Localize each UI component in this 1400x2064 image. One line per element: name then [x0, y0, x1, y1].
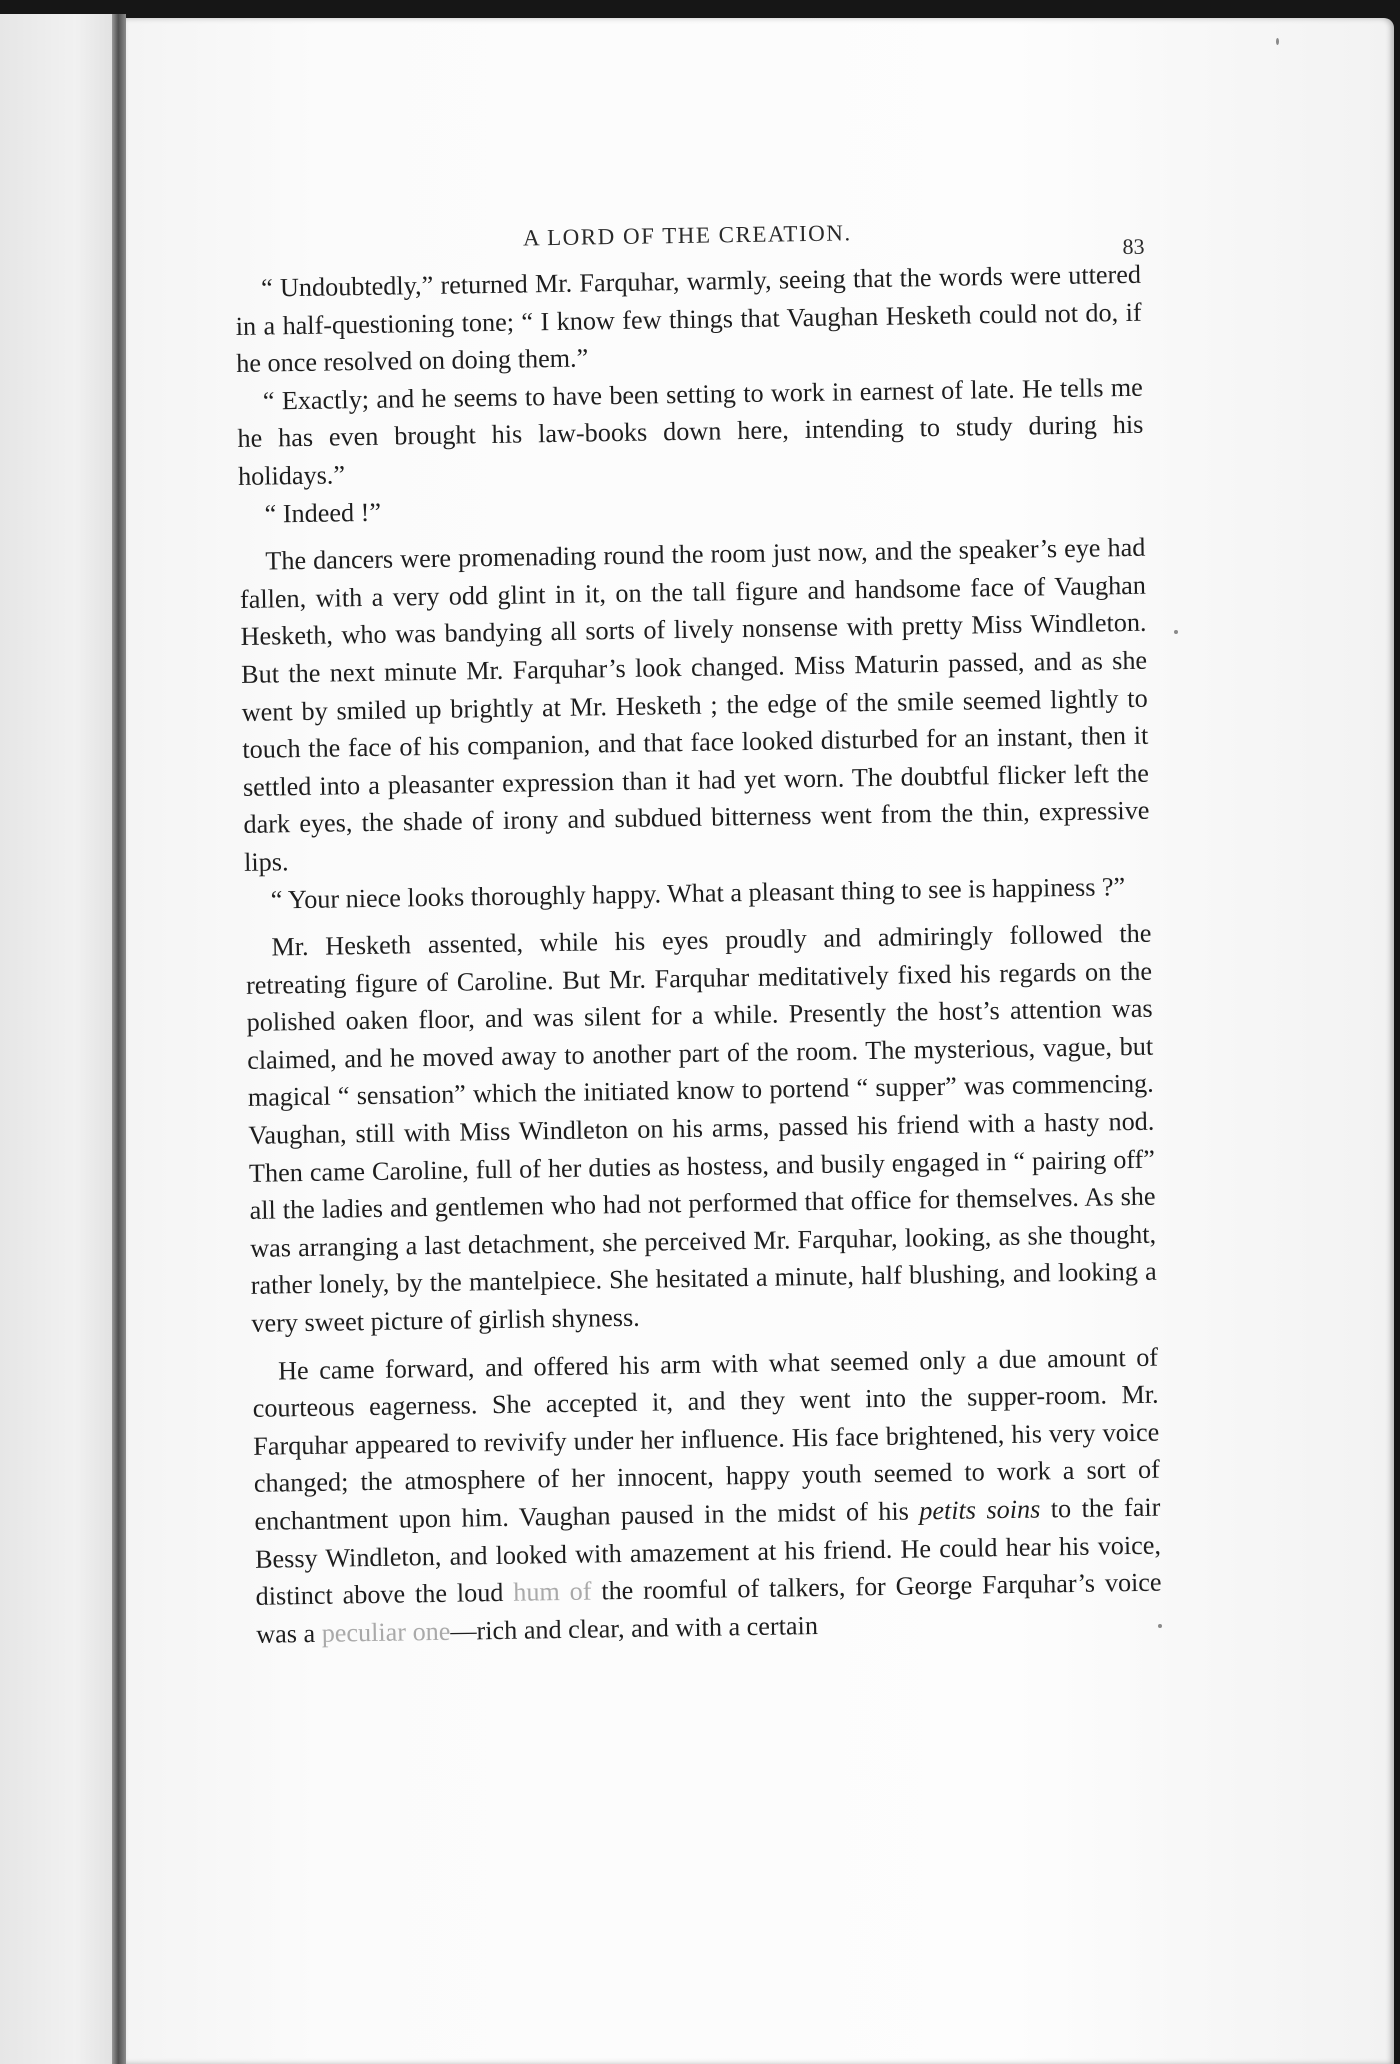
paragraph-text: the roomful of talkers, for George Farquhar’s voice was a — [256, 1567, 1162, 1649]
faded-text: hum of — [513, 1576, 592, 1607]
paragraph-text: to the fair Bessy Windleton, and looked with amazement at his friend. He could hear his voice, distinct above the loud — [254, 1492, 1162, 1612]
paragraph: “ Undoubtedly,” returned Mr. Farquhar, warmly, seeing that the words were uttered in a half-questioning tone; “ I know few things that Vaughan Hesketh could not do, if he once resolved on doing them.” — [235, 259, 1142, 379]
body-text — [235, 256, 1163, 1653]
paper-speck — [1158, 1624, 1162, 1628]
paragraph-text: He came forward, and offered his arm with what seemed only a due amount of courteous eagerness. She accepted it, and they went into the supper-room. Mr. Farquhar appeared to revivify under her influence. His face brightened, his very voice changed; the atmosphere of her innocent, happy youth seemed to work a sort of enchantment upon him. Vaughan paused in the midst of his — [252, 1342, 1160, 1536]
page-number: 83 — [1122, 233, 1145, 260]
paragraph: “ Your niece looks thoroughly happy. What a pleasant thing to see is happiness ?” — [270, 871, 1126, 915]
paragraph: “ Exactly; and he seems to have been setting to work in earnest of late. He tells me he has even brought his law-books down here, intending to study during his holidays.” — [237, 372, 1144, 491]
faded-text: peculiar one — [321, 1616, 451, 1648]
book-gutter — [112, 14, 126, 2064]
running-head: A LORD OF THE CREATION. — [522, 220, 852, 251]
paragraph: “ Indeed !” — [264, 497, 382, 529]
paper-speck — [1276, 38, 1279, 45]
book-page — [126, 18, 1394, 2064]
italic-phrase: petits soins — [919, 1494, 1041, 1526]
paragraph: The dancers were promenading round the room just now, and the speaker’s eye had fallen, with a very odd glint in it, on the tall figure and handsome face of Vaughan Hesketh, who was bandying all sorts of lively nonsense with pretty Miss Windleton. But the next minute Mr. Farquhar’s look changed. Miss Maturin passed, and as she went by smiled up brightly at Mr. Hesketh ; the edge of the smile seemed lightly to touch the face of his companion, and that face looked disturbed for an instant, then it settled into a pleasanter expression than it had yet worn. The doubtful flicker left the dark eyes, the shade of irony and subdued bitterness went from the thin, expressive lips. — [239, 532, 1150, 877]
page-content — [234, 204, 1162, 1653]
paragraph — [252, 1338, 1163, 1653]
paper-speck — [1174, 630, 1178, 634]
left-page-edge — [0, 14, 126, 2064]
paragraph-text: —rich and clear, and with a certain — [450, 1610, 819, 1646]
paragraph: Mr. Hesketh assented, while his eyes proudly and admiringly followed the retreating figure of Caroline. But Mr. Farquhar meditatively fixed his regards on the polished oaken floor, and was silent for a while. Presently the host’s attention was claimed, and he moved away to another part of the room. The mysterious, vague, but magical “ sensation” which the initiated know to portend “ supper” was commencing. Vaughan, still with Miss Windleton on his arms, passed his friend with a hasty nod. Then came Caroline, full of her duties as hostess, and busily engaged in “ pairing off” all the ladies and gentlemen who had not performed that office for themselves. As she was arranging a last detachment, she perceived Mr. Farquhar, looking, as she thought, rather lonely, by the mantelpiece. She hesitated a minute, half blushing, and looking a very sweet picture of girlish shyness. — [245, 918, 1157, 1338]
